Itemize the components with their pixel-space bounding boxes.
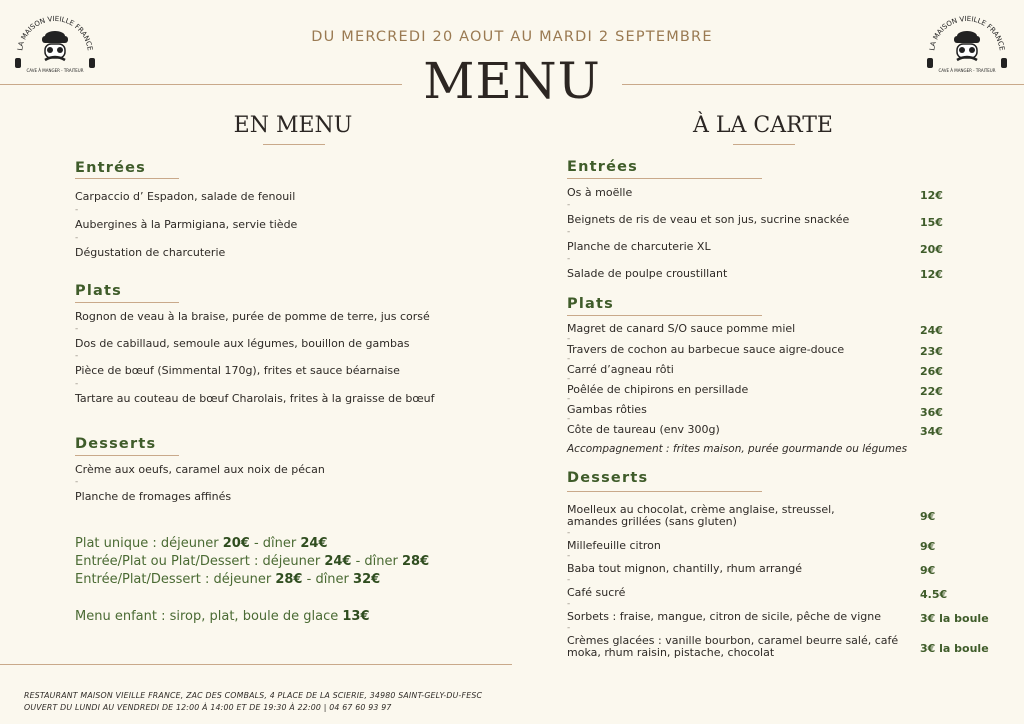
item-separator: -: [567, 414, 571, 424]
en-menu-plats-heading: Plats: [75, 283, 122, 299]
item-separator: -: [567, 528, 571, 538]
item-separator: -: [567, 575, 571, 585]
carte-item-price: 26€: [920, 365, 943, 378]
carte-item-price: 9€: [920, 540, 936, 553]
carte-item-price: 22€: [920, 385, 943, 398]
carte-item-name-cont: amandes grillées (sans gluten): [567, 515, 737, 528]
item-separator: -: [567, 551, 571, 561]
carte-plats-heading: Plats: [567, 296, 614, 312]
list-item: Pièce de bœuf (Simmental 170g), frites et sauce béarnaise: [75, 364, 400, 377]
carte-item-name: Café sucré: [567, 586, 626, 599]
carte-item-price: 24€: [920, 324, 943, 337]
svg-text:CAVE À MANGER - TRAITEUR: CAVE À MANGER - TRAITEUR: [26, 68, 84, 73]
item-separator: -: [75, 205, 79, 215]
date-range: DU MERCREDI 20 AOUT AU MARDI 2 SEPTEMBRE: [311, 29, 713, 45]
item-separator: -: [75, 324, 79, 334]
carte-item-price: 4.5€: [920, 588, 948, 601]
item-separator: -: [567, 623, 571, 633]
list-item: Crème aux oeufs, caramel aux noix de pécan: [75, 463, 325, 476]
section-rule: [75, 178, 179, 179]
footer-rule: [0, 664, 512, 665]
svg-text:CAVE À MANGER - TRAITEUR: CAVE À MANGER - TRAITEUR: [938, 68, 996, 73]
page-title: MENU: [423, 52, 601, 110]
carte-item-name: Beignets de ris de veau et son jus, sucrine snackée: [567, 213, 850, 226]
carte-item-price: 9€: [920, 510, 936, 523]
carte-item-price: 12€: [920, 268, 943, 281]
carte-title: À LA CARTE: [692, 113, 833, 138]
carte-item-price: 3€ la boule: [920, 642, 989, 655]
svg-text:LA MAISON VIEILLE FRANCE: LA MAISON VIEILLE FRANCE: [16, 14, 94, 52]
section-rule: [75, 455, 179, 456]
carte-item-name: Gambas rôties: [567, 403, 647, 416]
formula-entree-plat: Entrée/Plat ou Plat/Dessert : déjeuner 24€ - dîner 28€: [75, 554, 430, 569]
carte-item-price: 9€: [920, 564, 936, 577]
item-separator: -: [567, 334, 571, 344]
footer-hours: OUVERT DU LUNDI AU VENDREDI DE 12:00 À 14:00 ET DE 19:30 À 22:00 | 04 67 60 93 97: [24, 703, 392, 712]
item-separator: -: [75, 379, 79, 389]
en-menu-title: EN MENU: [233, 113, 353, 138]
item-separator: -: [567, 200, 571, 210]
carte-item-price: 15€: [920, 216, 943, 229]
carte-item-price: 3€ la boule: [920, 612, 989, 625]
item-separator: -: [75, 477, 79, 487]
carte-item-price: 36€: [920, 406, 943, 419]
item-separator: -: [75, 233, 79, 243]
list-item: Carpaccio d’ Espadon, salade de fenouil: [75, 190, 296, 203]
carte-item-name: Sorbets : fraise, mangue, citron de sicile, pêche de vigne: [567, 610, 881, 623]
en-menu-entrees-heading: Entrées: [75, 160, 147, 176]
carte-item-price: 20€: [920, 243, 943, 256]
carte-item-name: Os à moëlle: [567, 186, 633, 199]
carte-desserts-heading: Desserts: [567, 470, 649, 486]
carte-item-name: Côte de taureau (env 300g): [567, 423, 720, 436]
carte-item-name: Moelleux au chocolat, crème anglaise, streussel,: [567, 503, 835, 516]
section-rule: [75, 302, 179, 303]
item-separator: -: [567, 599, 571, 609]
carte-item-name: Magret de canard S/O sauce pomme miel: [567, 322, 796, 335]
item-separator: -: [75, 351, 79, 361]
item-separator: -: [567, 227, 571, 237]
formula-entree-plat-dessert: Entrée/Plat/Dessert : déjeuner 28€ - dîner 32€: [75, 572, 381, 587]
carte-item-name: Crèmes glacées : vanille bourbon, caramel beurre salé, café: [567, 634, 899, 647]
formula-plat-unique: Plat unique : déjeuner 20€ - dîner 24€: [75, 536, 328, 551]
carte-entrees-heading: Entrées: [567, 159, 639, 175]
footer-address: RESTAURANT MAISON VIEILLE FRANCE, ZAC DES COMBALS, 4 PLACE DE LA SCIERIE, 34980 SAINT-GELY-DU-FESC: [24, 691, 483, 700]
carte-item-name-cont: moka, rhum raisin, pistache, chocolat: [567, 646, 775, 659]
carte-item-name: Poêlée de chipirons en persillade: [567, 383, 749, 396]
section-rule: [567, 491, 762, 492]
carte-item-price: 12€: [920, 189, 943, 202]
carte-item-name: Travers de cochon au barbecue sauce aigre-douce: [567, 343, 845, 356]
section-rule: [567, 315, 762, 316]
carte-title-rule: [733, 144, 795, 145]
list-item: Planche de fromages affinés: [75, 490, 232, 503]
en-menu-desserts-heading: Desserts: [75, 436, 157, 452]
carte-item-price: 34€: [920, 425, 943, 438]
list-item: Tartare au couteau de bœuf Charolais, frites à la graisse de bœuf: [75, 392, 435, 405]
list-item: Dos de cabillaud, semoule aux légumes, bouillon de gambas: [75, 337, 410, 350]
carte-item-name: Baba tout mignon, chantilly, rhum arrangé: [567, 562, 803, 575]
carte-item-name: Carré d’agneau rôti: [567, 363, 674, 376]
carte-item-name: Salade de poulpe croustillant: [567, 267, 728, 280]
carte-item-price: 23€: [920, 345, 943, 358]
item-separator: -: [567, 254, 571, 264]
list-item: Dégustation de charcuterie: [75, 246, 226, 259]
list-item: Aubergines à la Parmigiana, servie tiède: [75, 218, 298, 231]
item-separator: -: [567, 394, 571, 404]
svg-text:LA MAISON VIEILLE FRANCE: LA MAISON VIEILLE FRANCE: [928, 14, 1006, 52]
formula-menu-enfant: Menu enfant : sirop, plat, boule de glace 13€: [75, 609, 370, 624]
accompaniment-note: Accompagnement : frites maison, purée gourmande ou légumes: [567, 443, 908, 455]
carte-item-name: Planche de charcuterie XL: [567, 240, 711, 253]
item-separator: -: [567, 354, 571, 364]
carte-item-name: Millefeuille citron: [567, 539, 661, 552]
en-menu-title-rule: [263, 144, 325, 145]
item-separator: -: [567, 374, 571, 384]
section-rule: [567, 178, 762, 179]
list-item: Rognon de veau à la braise, purée de pomme de terre, jus corsé: [75, 310, 430, 323]
